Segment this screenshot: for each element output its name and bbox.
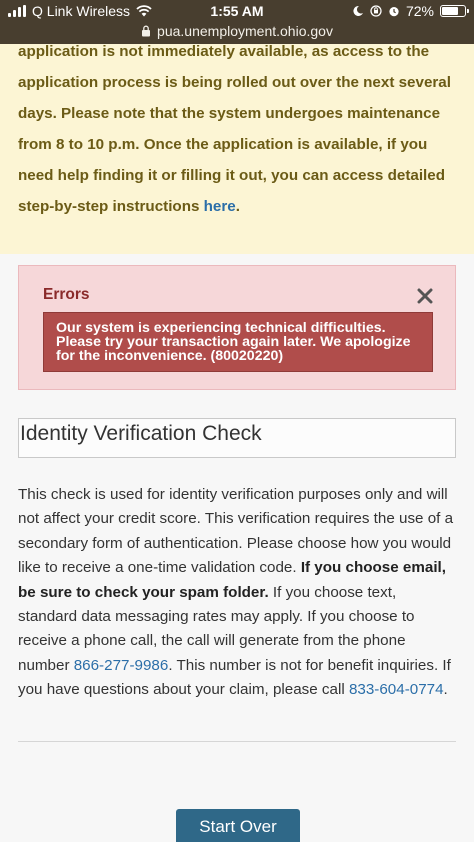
notice-text — [18, 36, 456, 222]
notice-body: application is not immediately available, as access to the application process is being rolled out over the next several days. Please note that the system undergoes maintenance from 8 to 10 p.m. Once the application is available, if you need help finding it or filling it out, you can access detailed step-by-step instructions — [18, 43, 451, 215]
close-icon[interactable] — [417, 288, 433, 304]
desc-part-3: . This number is not for benefit inquiries. If you have questions about your claim, please call — [18, 656, 451, 699]
battery-fill — [442, 7, 458, 15]
divider — [18, 741, 456, 742]
desc-part-4: . — [443, 681, 448, 699]
moon-icon — [352, 5, 364, 17]
battery-percent: 72% — [405, 3, 434, 19]
alarm-icon — [388, 5, 400, 17]
start-over-button[interactable]: Start Over — [176, 809, 300, 842]
error-panel — [18, 265, 456, 390]
identity-description — [18, 483, 458, 703]
url-text: pua.unemployment.ohio.gov — [157, 23, 333, 39]
desc-part-2: If you choose text, standard data messaging rates may apply. If you choose to receive a phone call, the call will generate from the phone number — [18, 583, 415, 674]
notice-end: . — [235, 198, 240, 215]
phone-link-verification[interactable]: 866-277-9986 — [73, 656, 169, 674]
error-message: Our system is experiencing technical difficulties. Please try your transaction again later. We apologize for the inconvenience. (80020220) — [43, 312, 433, 372]
clock: 1:55 AM — [210, 3, 264, 19]
page-title: Identity Verification Check — [20, 422, 262, 445]
notice-banner — [0, 44, 474, 254]
spam-warning: If you choose email, be sure to check your spam folder. — [18, 559, 446, 601]
orientation-lock-icon — [370, 5, 382, 17]
error-title: Errors — [43, 286, 90, 303]
battery-icon — [440, 5, 466, 17]
instructions-link[interactable]: here — [203, 198, 236, 215]
phone-link-claims[interactable]: 833-604-0774 — [348, 681, 444, 699]
desc-part-1: This check is used for identity verification purposes only and will not affect your credit score. This verification requires the use of a secondary form of authentication. Please choose how you would like to receive a one-time validation code. — [18, 486, 454, 577]
status-bar — [0, 0, 474, 22]
section-heading-box — [18, 418, 456, 458]
carrier-name: Q Link Wireless — [32, 3, 131, 19]
